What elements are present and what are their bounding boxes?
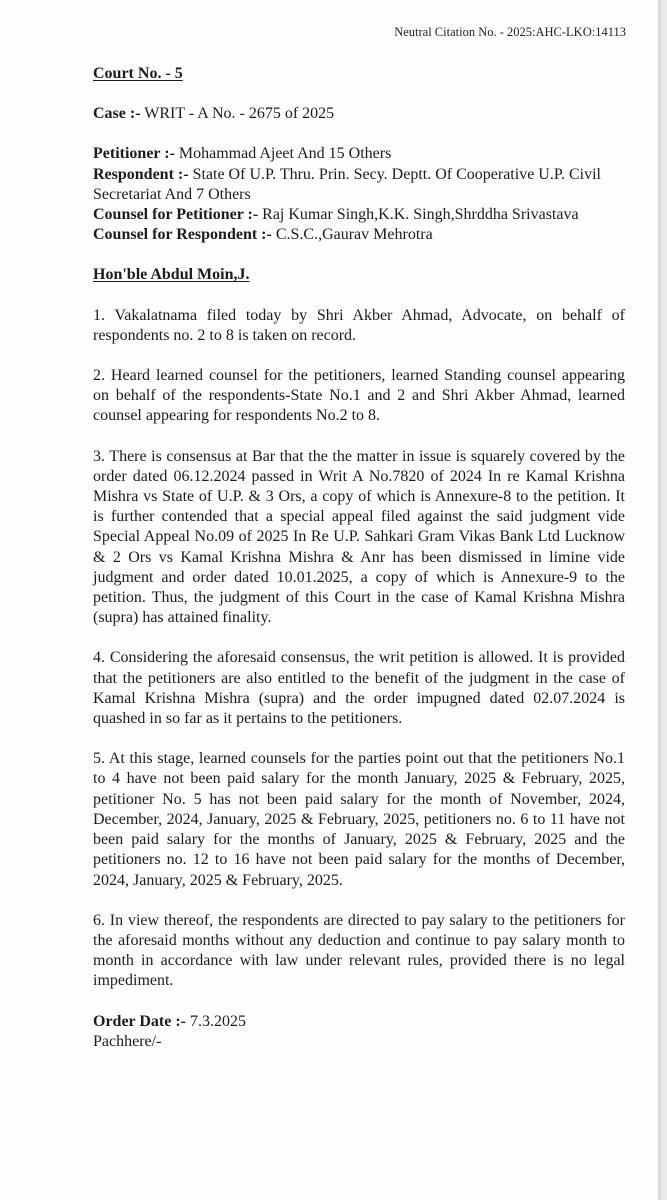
signoff: Pachhere/-: [93, 1032, 162, 1050]
counsel-petitioner-value: Raj Kumar Singh,K.K. Singh,Shrddha Srivastava: [262, 206, 579, 224]
paragraph-1: 1. Vakalatnama filed today by Shri Akber Ahmad, Advocate, on behalf of respondents no. 2 to 8 is taken on record.: [93, 306, 625, 344]
case-line: [93, 104, 625, 124]
case-label: Case :-: [93, 105, 141, 123]
respondent-value: State Of U.P. Thru. Prin. Secy. Deptt. Of Cooperative U.P. Civil Secretariat And 7 Others: [93, 165, 601, 203]
counsel-petitioner-line: [93, 205, 625, 225]
parties-block: [93, 144, 625, 245]
counsel-respondent-value: C.S.C.,Gaurav Mehrotra: [275, 226, 433, 244]
paragraph-2: 2. Heard learned counsel for the petitioners, learned Standing counsel appearing on behalf of the respondents-State No.1 and 2 and Shri Akber Ahmad, learned counsel appearing for respondents No.2 to 8.: [93, 367, 625, 425]
petitioner-line: [93, 144, 625, 164]
order-date-value: 7.3.2025: [190, 1012, 246, 1030]
respondent-line: [93, 165, 625, 205]
counsel-petitioner-label: Counsel for Petitioner :-: [93, 206, 259, 224]
judge-name: Hon'ble Abdul Moin,J.: [93, 266, 250, 284]
paragraph-3: 3. There is consensus at Bar that the the matter in issue is squarely covered by the order dated 06.12.2024 passed in Writ A No.7820 of 2024 In re Kamal Krishna Mishra vs State of U.P. & 3 Ors, a copy of which is Annexure-8 to the petition. It is further contended that a special appeal filed against the said judgment vide Special Appeal No.09 of 2025 In Re U.P. Sahkari Gram Vikas Bank Ltd Lucknow & 2 Ors vs Kamal Krishna Mishra & Anr has been dismissed in limine vide judgment and order dated 10.01.2025, a copy of which is Annexure-9 to the petition. Thus, the judgment of this Court in the case of Kamal Krishna Mishra (supra) has attained finality.: [93, 447, 625, 627]
petitioner-label: Petitioner :-: [93, 145, 175, 163]
order-date-label: Order Date :-: [93, 1012, 186, 1030]
counsel-respondent-label: Counsel for Respondent :-: [93, 226, 272, 244]
paragraph-5: 5. At this stage, learned counsels for the parties point out that the petitioners No.1 to 4 have not been paid salary for the month January, 2025 & February, 2025, petitioner No. 5 has not been paid salary for the month of November, 2024, December, 2024, January, 2025 & February, 2025, petitioners no. 6 to 11 have not been paid salary for the months of January, 2025 & February, 2025 and the petitioners no. 12 to 16 have not been paid salary for the months of December, 2024, January, 2025 & February, 2025.: [93, 750, 625, 889]
petitioner-value: Mohammad Ajeet And 15 Others: [178, 145, 392, 163]
case-value: WRIT - A No. - 2675 of 2025: [144, 105, 335, 123]
order-date-line: [93, 1012, 625, 1032]
paragraph-4: 4. Considering the aforesaid consensus, the writ petition is allowed. It is provided that the petitioners are also entitled to the benefit of the judgment in the case of Kamal Krishna Mishra (supra) and the order impugned dated 02.07.2024 is quashed in so far as it pertains to the petitioners.: [93, 649, 625, 728]
paragraph-6: 6. In view thereof, the respondents are directed to pay salary to the petitioners for the aforesaid months without any deduction and continue to pay salary month to month in accordance with law under relevant rules, provided there is no legal impediment.: [93, 911, 625, 990]
counsel-respondent-line: [93, 225, 625, 245]
court-number: Court No. - 5: [93, 65, 183, 82]
respondent-label: Respondent :-: [93, 165, 189, 183]
neutral-citation: Neutral Citation No. - 2025:AHC-LKO:14113: [394, 25, 626, 39]
order-content: [93, 64, 625, 1052]
